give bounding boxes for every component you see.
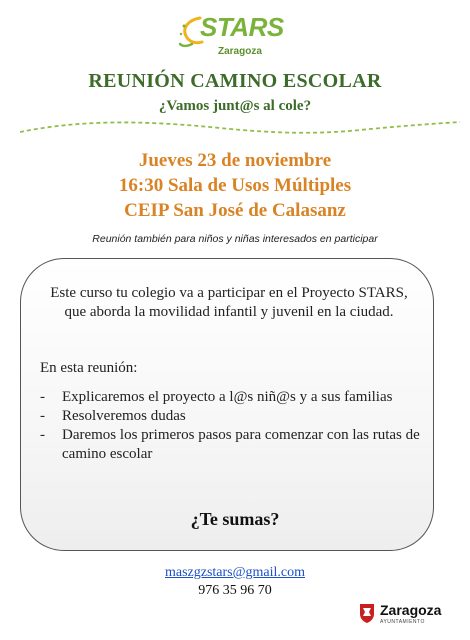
contact-phone: 976 35 96 70 [198,583,272,598]
call-to-action: ¿Te sumas? [190,509,280,529]
meeting-label: En esta reunión: [40,360,138,376]
page-title: REUNIÓN CAMINO ESCOLAR [88,70,382,92]
info-intro: Este curso tu colegio va a participar en el Proyecto STARS, que aborda la movilidad infantil y juvenil en la ciudad. [50,285,408,320]
event-date: Jueves 23 de noviembre [138,150,332,171]
decorative-dashed-path [20,118,460,140]
event-school: CEIP San José de Calasanz [124,200,346,221]
footer-city-text: Zaragoza [380,602,442,618]
list-dash: - [40,408,45,424]
page-subtitle: ¿Vamos junt@s al cole? [158,98,312,114]
city-council-logo [358,600,458,632]
logo-brand-text: STARS [200,12,284,42]
list-item: - Explicaremos el proyecto a l@s niñ@s y a sus familias [40,389,393,405]
contact-email-link[interactable]: maszgzstars@gmail.com [164,565,306,580]
list-item: - Resolveremos dudas [40,408,186,424]
city-crest-icon [358,602,376,624]
attendance-note: Reunión también para niños y niñas interesados en participar [92,233,378,245]
event-time-place: 16:30 Sala de Usos Múltiples [118,175,352,196]
logo-city-text: Zaragoza [218,46,262,57]
agenda-list [40,388,430,464]
list-dash: - [40,427,45,443]
list-dash: - [40,389,45,405]
footer-sub-text: AYUNTAMIENTO [380,619,425,625]
stars-logo [178,8,298,68]
list-item: - Daremos los primeros pasos para comenzar con las rutas de camino escolar [40,427,420,462]
